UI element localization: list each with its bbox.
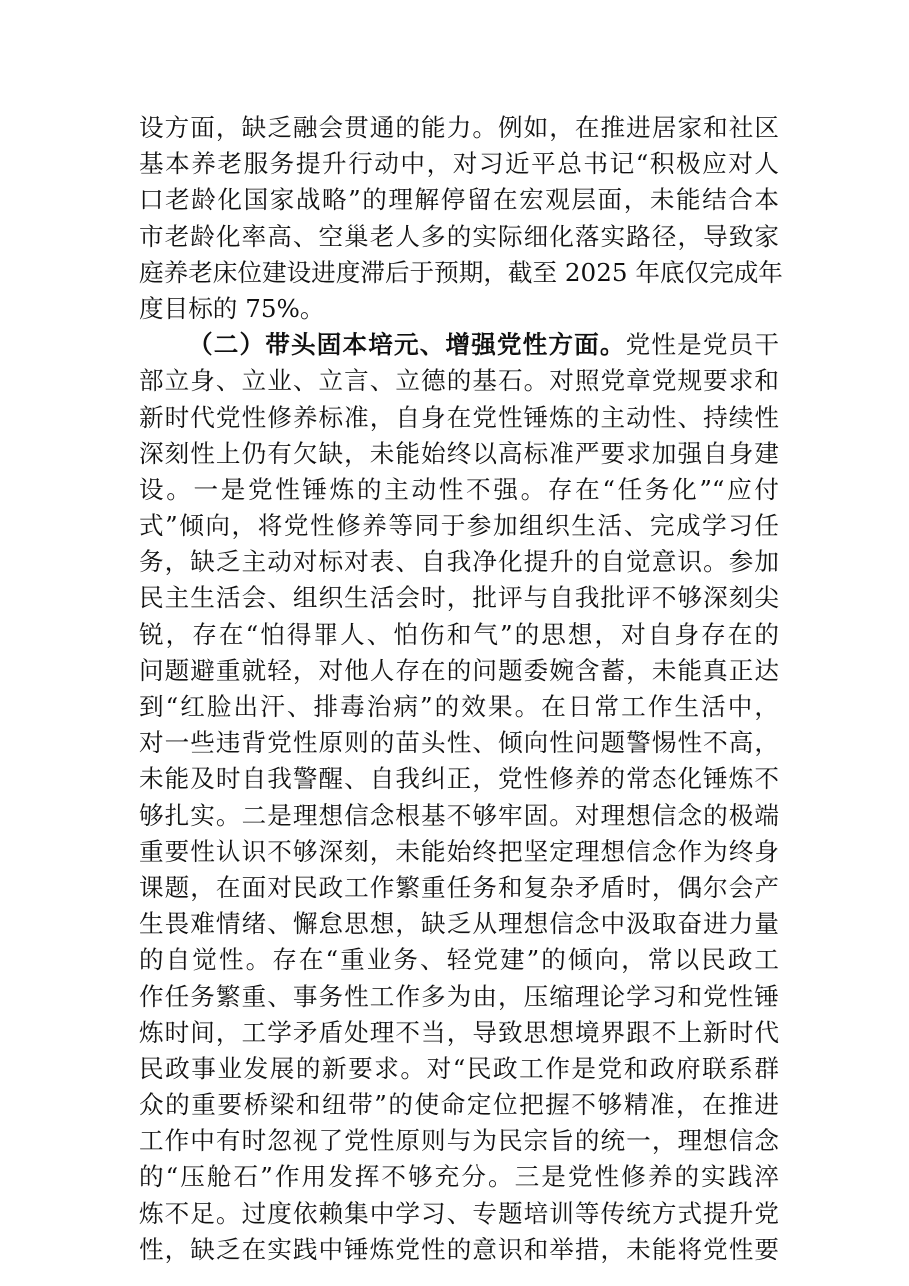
text-line: 基本养老服务提升行动中，对习近平总书记“积极应对人 [139,149,779,179]
text-line: 民主生活会、组织生活会时，批评与自我批评不够深刻尖 [139,583,779,613]
text-line: 度目标的 75%。 [139,293,325,323]
section-heading: （二）带头固本培元、增强党性方面。 [188,330,626,360]
text-line: 众的重要桥梁和纽带”的使命定位把握不够精准，在推进 [139,1090,779,1120]
text-line: 锐，存在“怕得罪人、怕伤和气”的思想，对自身存在的 [139,619,779,649]
text-line: 未能及时自我警醒、自我纠正，党性修养的常态化锤炼不 [139,764,779,794]
text-line: 到“红脸出汗、排毒治病”的效果。在日常工作生活中， [139,692,779,721]
text-line: 作任务繁重、事务性工作多为由，压缩理论学习和党性锤 [139,981,779,1011]
text-line: 性，缺乏在实践中锤炼党性的意识和举措，未能将党性要 [139,1234,779,1264]
document-body [139,110,783,1268]
text-line: 口老龄化国家战略”的理解停留在宏观层面，未能结合本 [139,185,779,215]
text-line: 工作中有时忽视了党性原则与为民宗旨的统一，理想信念 [139,1126,779,1156]
text-line: 部立身、立业、立言、立德的基石。对照党章党规要求和 [139,366,779,396]
text-line: 式”倾向，将党性修养等同于参加组织生活、完成学习任 [139,511,779,541]
text-line: 够扎实。二是理想信念根基不够牢固。对理想信念的极端 [139,800,779,830]
text-line: 炼不足。过度依赖集中学习、专题培训等传统方式提升党 [139,1198,779,1228]
text-line: 市老龄化率高、空巢老人多的实际细化落实路径，导致家 [139,221,779,251]
text-line: 炼时间，工学矛盾处理不当，导致思想境界跟不上新时代 [139,1017,779,1047]
text-line: 设方面，缺乏融会贯通的能力。例如，在推进居家和社区 [139,113,779,142]
text-line: 新时代党性修养标准，自身在党性锤炼的主动性、持续性 [139,402,779,432]
text-line: 务，缺乏主动对标对表、自我净化提升的自觉意识。参加 [139,547,779,577]
text-line: 设。一是党性锤炼的主动性不强。存在“任务化”“应付 [139,474,779,504]
text-line: 重要性认识不够深刻，未能始终把坚定理想信念作为终身 [139,836,779,866]
text-line: 课题，在面对民政工作繁重任务和复杂矛盾时，偶尔会产 [139,872,779,902]
section-heading-line [139,327,779,363]
text-line: 深刻性上仍有欠缺，未能始终以高标准严要求加强自身建 [139,438,779,468]
text-line: 生畏难情绪、懈怠思想，缺乏从理想信念中汲取奋进力量 [139,909,779,939]
text-line: 对一些违背党性原则的苗头性、倾向性问题警惕性不高， [139,728,779,758]
text-line: 民政事业发展的新要求。对“民政工作是党和政府联系群 [139,1053,779,1083]
text-line: 的“压舱石”作用发挥不够充分。三是党性修养的实践淬 [139,1162,779,1192]
text-line: 的自觉性。存在“重业务、轻党建”的倾向，常以民政工 [139,945,779,975]
text-line: 问题避重就轻，对他人存在的问题委婉含蓄，未能真正达 [139,655,779,685]
text-line: 庭养老床位建设进度滞后于预期，截至 2025 年底仅完成年 [139,257,783,287]
heading-line-text: 党性是党员干 [625,330,779,360]
